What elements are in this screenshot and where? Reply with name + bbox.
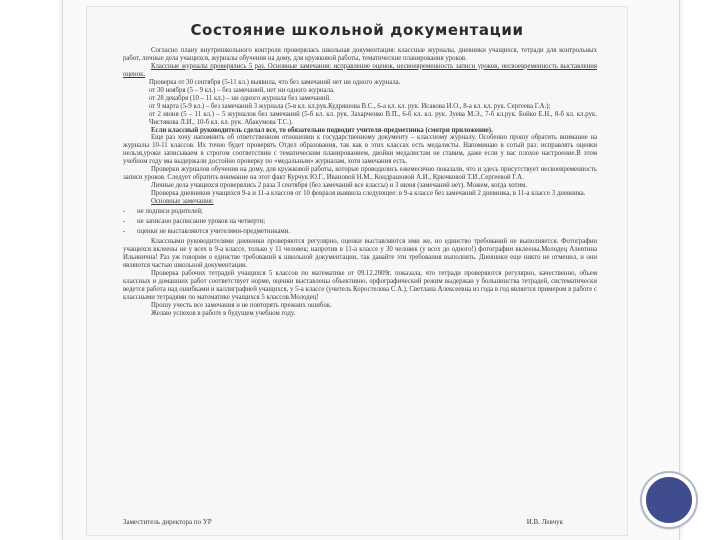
paragraph: Прошу учесть все замечания и не повторять прежних ошибок. (151, 301, 332, 309)
paragraph: Классными руководителями дневники проверяются регулярно, оценки выставляются ими же, но единство требований не выполняется. Фотографии учащихся вклеены не у всех в 9-а классе, только у 11 человек; напротив в 11-а классе у 30 человек (у всех до одного!) фотографии вклеены.Молодец Алевтина Ильинична! Раз уж говорим о единстве требований к школьной документации, так давайте эти требования выполнять. Дневники еще никто не отменил, и они являются частью школьной документации. (123, 237, 597, 269)
list-item-text: не подписи родителей; (137, 208, 203, 216)
paragraph: Основные замечания: (151, 198, 214, 206)
paragraph: Проверка дневников учащихся 9-а и 11-а классов от 10 февраля выявила следующее: в 9-а классе без замечаний 2 дневника, в 11-а классе 3 дневника. (151, 190, 586, 198)
list-item-text: не записано расписание уроков на четверти; (137, 218, 266, 226)
paragraph: от 2 июня (5 – 11 кл.) – 5 журналов без замечаний (5-б кл. кл. рук. Захарченко В.П., 6-б кл. кл. рук. Зуева М.Э., 7-б кл.рук. Бойко Е.Н., 8-б кл. кл.рук. Чистякова Л.И., 10-б кл. кл. рук. Абакумова Т.С.). (149, 110, 597, 126)
bullet-dash: - (123, 227, 126, 235)
paragraph: Желаю успехов в работе в будущем учебном году. (151, 309, 296, 317)
paragraph: Классные журналы проверялись 5 раз. Основные замечания: исправление оценок, несвоевременность записи уроков, несвоевременность выставления оценок. (123, 62, 597, 78)
paragraph: Еще раз хочу напомнить об ответственном отношении к государственному документу – классному журналу. Особенно прошу обратить внимание на журналы 10-11 классов. Их точно будет проверять Отдел образования, так как в этих классах есть медалисты. Напоминаю в сотый раз: исправлять оценки нельзя,уроки записываем в строгом соответствии с тематическим планированием, двойки медалистам не ставим, даже если у вас плохое настроение.В этом учебном году мы выдержали достойно проверку по «медальным» журналам, хотя замечания есть. (123, 134, 597, 166)
paragraph: от 28 декабря (10 – 11 кл.) – ни одного журнала без замечаний. (149, 94, 331, 102)
signature-name: И.В. Левчук (526, 518, 563, 526)
paragraph: Проверка от 30 сентября (5-11 кл.) выявила, что без замечаний нет ни одного журнала. (149, 78, 401, 86)
paragraph: от 30 ноября (5 – 9 кл.) – без замечаний, нет ни одного журнала. (149, 86, 335, 94)
list-item (123, 208, 597, 216)
bullet-dash: - (123, 208, 126, 216)
paragraph: Проверка рабочих тетрадей учащихся 5 классов по математике от 09.12.2009г. показала, что тетради проверяются регулярно, качественно, объем классных и домашних работ соответствует норме, оценки выставлены объективно, орфографический режим выдержан у большинства тетрадей, систематически ведется работа над ошибками и каллиграфией учащихся, у 5-а классе (учитель Коростелева С.А.), Светлана Алексеевна из года в год является примером в работе с классными тетрадями по математике учащихся 5 классов.Молодец! (123, 269, 597, 301)
signature-position: Заместитель директора по УР (123, 518, 212, 526)
paragraph: Личные дела учащихся проверялись 2 раза 3 сентября (без замечаний все классы) и 3 июня (замечаний нет). Можем, когда хотим. (151, 182, 528, 190)
paragraph: Проверки журналов обучения на дому, для кружковой работы, которые проводились ежемесячно показали, что и здесь присутствует несвоевременность записи уроков. Следует обратить внимание на этот факт Курчук Ю.Г., Ивановой Н.М., Кондрашовой А.И., Крючковой Т.И.,Сергеевой Г.А. (123, 166, 597, 182)
slide-circle-decoration (642, 473, 696, 527)
signature-line (123, 518, 563, 526)
document-title: Состояние школьной документации (190, 21, 524, 39)
document-body (123, 47, 597, 317)
paragraph: Если классный руководитель сделал все, то обязательно подводит учителя-предметника (смотри приложение). (151, 126, 493, 134)
bullet-dash: - (123, 218, 126, 226)
paragraph: Согласно плану внутришкольного контроля проверялась школьная документация: классные журналы, дневники учащихся, тетради для контрольных работ, личные дела учащихся, журналы обучения на дому, для кружковой работы, тематические планирования уроков. (123, 47, 597, 62)
paragraph: от 9 марта (5-9 кл.) – без замечаний 3 журнала (5-в кл. кл.рук.Кудряшова В.С., 6-а кл. кл. рук. Исакова И.О., 8-а кл. кл. рук. Сергеева Г.А.); (149, 102, 551, 110)
list-item (123, 228, 597, 236)
document-page (86, 6, 628, 536)
list-item-text: оценки не выставляются учителями-предметниками. (137, 227, 291, 235)
list-item (123, 218, 597, 226)
